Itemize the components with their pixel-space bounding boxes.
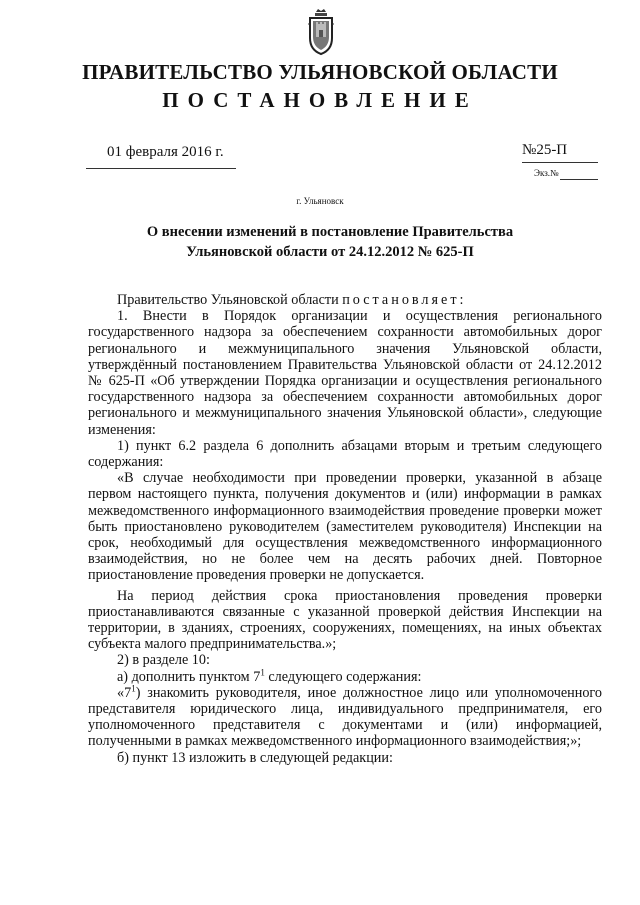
- number-prefix: №: [522, 142, 537, 158]
- decree-number: [522, 142, 567, 159]
- paragraph-4: На период действия срока приостановления проведения проверки приостанавливаются связанные с указанной проверкой действия Инспекции на территории, в зданиях, строениях, сооружениях, помещениях, на иных объектах субъекта малого предпринимательства.»;: [88, 587, 602, 653]
- copy-number-underline: [560, 179, 598, 180]
- p7-text-b: ) знакомить руководителя, иное должностное лицо или уполномоченного представителя юридического лица, индивидуального предпринимателя, его уполномоченного представителя с документами и (или) информацией, полученными в рамках межведомственного информационного взаимодействия;»;: [88, 684, 602, 750]
- subject-line-2: Ульяновской области от 24.12.2012 № 625-П: [186, 244, 474, 260]
- number-value: 25-П: [536, 142, 568, 158]
- decree-date: 01 февраля 2016 г.: [107, 144, 224, 160]
- p6-text-b: следующего содержания:: [264, 668, 422, 685]
- decree-subject: [100, 222, 560, 262]
- intro-paragraph: [88, 292, 602, 308]
- paragraph-3: «В случае необходимости при проведении проверки, указанной в абзаце первом настоящего пункта, получения документов и (или) информации в рамках межведомственного информационного взаимодействия проведение проверки может быть приостановлено руководителем (заместителем руководителя) Инспекции на срок, необходимый для осуществления межведомственного информационного взаимодействия, но не более чем на десять рабочих дней. Повторное приостановление проведения проверки не допускается.: [88, 470, 602, 584]
- document-type: ПОСТАНОВЛЕНИЕ: [162, 88, 478, 112]
- paragraph-2: 1) пункт 6.2 раздела 6 дополнить абзацами вторым и третьим следующего содержания:: [88, 437, 602, 471]
- p7-text-a: «7: [117, 684, 132, 701]
- intro-verb: постановляет:: [342, 292, 467, 308]
- p6-superscript: 1: [260, 666, 265, 677]
- city: г. Ульяновск: [296, 196, 344, 206]
- paragraph-6: [88, 666, 602, 685]
- paragraph-1: 1. Внести в Порядок организации и осуществления регионального государственного надзора за обеспечением сохранности автомобильных дорог регионального и межмуниципального значения Ульяновской области, утверждённый постановлением Правительства Ульяновской области от 24.12.2012 № 625-П «Об утверждении Порядка организации и осуществления регионального государственного надзора за обеспечением сохранности автомобильных дорог регионального и межмуниципального значения Ульяновской области», следующие изменения:: [88, 308, 602, 438]
- paragraph-5: 2) в разделе 10:: [117, 652, 210, 669]
- copy-number-label: Экз.№: [534, 168, 559, 178]
- p7-superscript: 1: [131, 683, 136, 694]
- government-title: ПРАВИТЕЛЬСТВО УЛЬЯНОВСКОЙ ОБЛАСТИ: [82, 60, 558, 84]
- decree-body: [88, 292, 602, 766]
- paragraph-8: б) пункт 13 изложить в следующей редакции:: [117, 749, 393, 766]
- p6-text-a: а) дополнить пунктом 7: [117, 668, 261, 685]
- paragraph-7: [88, 685, 602, 750]
- intro-text: Правительство Ульяновской области: [117, 292, 343, 308]
- subject-line-1: О внесении изменений в постановление Правительства: [146, 224, 514, 240]
- coat-of-arms-icon: [307, 8, 335, 56]
- number-underline: [522, 162, 598, 163]
- date-underline: [86, 168, 236, 169]
